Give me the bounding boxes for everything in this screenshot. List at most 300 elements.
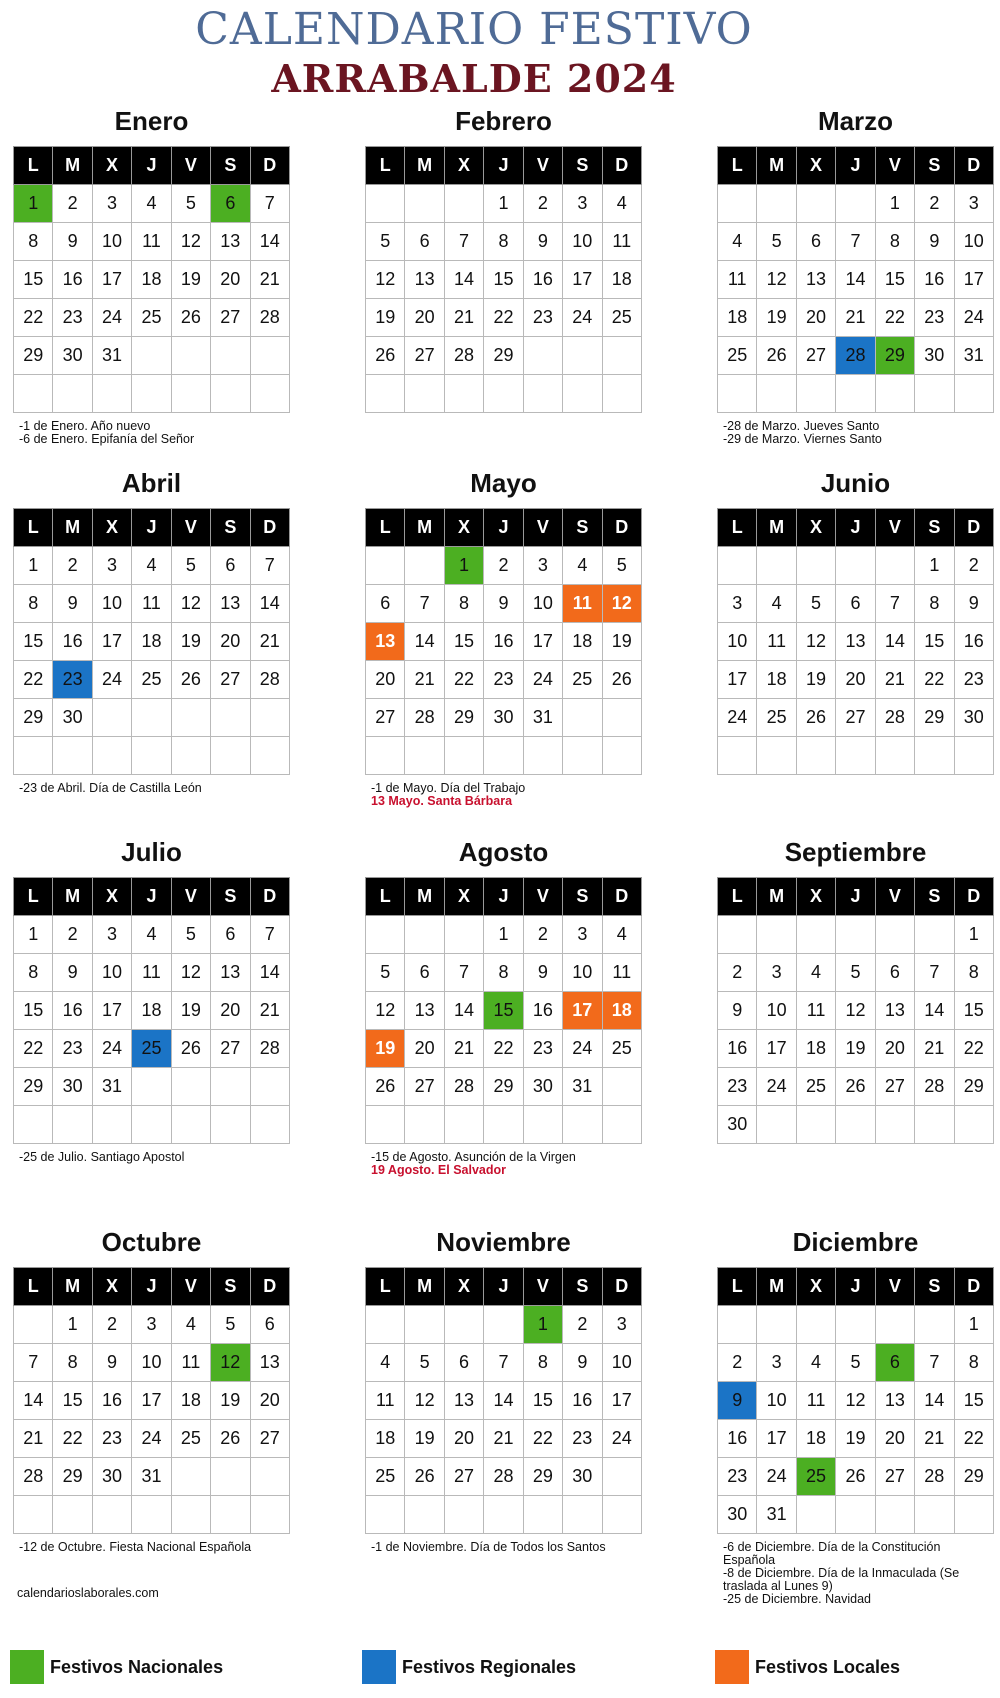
empty-day-cell <box>366 375 405 413</box>
day-cell: 16 <box>954 623 993 661</box>
month-table <box>717 1267 994 1534</box>
week-row <box>14 699 290 737</box>
day-cell: 23 <box>915 299 954 337</box>
day-cell: 2 <box>718 954 757 992</box>
day-cell: 3 <box>92 185 131 223</box>
day-cell: 26 <box>171 661 210 699</box>
month-septiembre <box>717 835 994 1151</box>
day-cell: 8 <box>14 954 53 992</box>
day-cell: 26 <box>757 337 796 375</box>
month-noviembre <box>365 1225 642 1554</box>
empty-day-cell <box>250 699 289 737</box>
day-cell: 1 <box>484 185 523 223</box>
holiday-notes <box>365 1151 642 1177</box>
day-cell: 23 <box>523 1030 562 1068</box>
empty-day-cell <box>211 699 250 737</box>
week-row <box>366 1030 642 1068</box>
day-cell: 20 <box>796 299 835 337</box>
week-row <box>366 1106 642 1144</box>
week-row <box>366 1496 642 1534</box>
empty-day-cell <box>602 337 641 375</box>
day-cell: 24 <box>563 1030 602 1068</box>
weekday-header: D <box>954 878 993 916</box>
day-cell: 18 <box>602 261 641 299</box>
weekday-header-row <box>14 878 290 916</box>
empty-day-cell <box>53 1496 92 1534</box>
empty-day-cell <box>484 737 523 775</box>
weekday-header: S <box>211 1268 250 1306</box>
empty-day-cell <box>954 375 993 413</box>
holiday-note: -12 de Octubre. Fiesta Nacional Española <box>19 1540 252 1554</box>
day-cell-national-holiday: 1 <box>444 547 483 585</box>
week-row <box>718 185 994 223</box>
empty-day-cell <box>132 337 171 375</box>
day-cell: 5 <box>757 223 796 261</box>
day-cell: 19 <box>602 623 641 661</box>
day-cell: 1 <box>53 1306 92 1344</box>
day-cell: 11 <box>171 1344 210 1382</box>
day-cell: 8 <box>444 585 483 623</box>
day-cell: 2 <box>523 185 562 223</box>
empty-day-cell <box>796 1496 835 1534</box>
empty-day-cell <box>444 1496 483 1534</box>
week-row <box>366 337 642 375</box>
day-cell: 17 <box>132 1382 171 1420</box>
day-cell: 28 <box>915 1458 954 1496</box>
day-cell: 26 <box>211 1420 250 1458</box>
week-row <box>14 916 290 954</box>
holiday-note: -25 de Julio. Santiago Apostol <box>19 1150 185 1164</box>
weekday-header: S <box>915 509 954 547</box>
day-cell-regional-holiday: 25 <box>132 1030 171 1068</box>
day-cell: 28 <box>484 1458 523 1496</box>
day-cell: 22 <box>875 299 914 337</box>
day-cell: 28 <box>250 1030 289 1068</box>
weekday-header-row <box>718 147 994 185</box>
day-cell: 19 <box>171 992 210 1030</box>
day-cell: 16 <box>484 623 523 661</box>
local-holiday-note: 13 Mayo. Santa Bárbara <box>371 794 513 808</box>
weekday-header-row <box>14 509 290 547</box>
empty-day-cell <box>366 185 405 223</box>
day-cell: 22 <box>484 299 523 337</box>
day-cell: 12 <box>366 261 405 299</box>
month-table <box>13 1267 290 1534</box>
day-cell: 6 <box>444 1344 483 1382</box>
holiday-note: -1 de Mayo. Día del Trabajo <box>371 781 526 795</box>
day-cell: 29 <box>954 1458 993 1496</box>
day-cell: 3 <box>718 585 757 623</box>
month-name: Enero <box>114 106 189 136</box>
day-cell: 3 <box>92 547 131 585</box>
day-cell: 4 <box>602 185 641 223</box>
day-cell: 25 <box>602 1030 641 1068</box>
empty-day-cell <box>92 375 131 413</box>
day-cell: 27 <box>875 1458 914 1496</box>
day-cell: 24 <box>92 661 131 699</box>
empty-day-cell <box>405 1106 444 1144</box>
month-julio <box>13 835 290 1164</box>
day-cell: 24 <box>602 1420 641 1458</box>
day-cell: 5 <box>171 547 210 585</box>
empty-day-cell <box>875 1306 914 1344</box>
day-cell: 31 <box>92 1068 131 1106</box>
day-cell: 15 <box>523 1382 562 1420</box>
week-row <box>718 337 994 375</box>
day-cell: 7 <box>915 954 954 992</box>
weekday-header: L <box>718 509 757 547</box>
empty-day-cell <box>836 375 875 413</box>
day-cell: 12 <box>836 992 875 1030</box>
week-row <box>718 954 994 992</box>
day-cell: 9 <box>53 954 92 992</box>
day-cell: 2 <box>954 547 993 585</box>
empty-day-cell <box>14 737 53 775</box>
day-cell: 29 <box>523 1458 562 1496</box>
day-cell: 9 <box>954 585 993 623</box>
day-cell: 27 <box>405 1068 444 1106</box>
week-row <box>14 623 290 661</box>
day-cell: 7 <box>250 547 289 585</box>
holiday-notes <box>13 420 290 446</box>
day-cell: 26 <box>836 1068 875 1106</box>
empty-day-cell <box>405 185 444 223</box>
day-cell: 9 <box>563 1344 602 1382</box>
month-junio <box>717 466 994 782</box>
day-cell: 31 <box>563 1068 602 1106</box>
week-row <box>718 992 994 1030</box>
weekday-header: J <box>484 1268 523 1306</box>
empty-day-cell <box>796 1106 835 1144</box>
empty-day-cell <box>875 547 914 585</box>
empty-day-cell <box>875 1496 914 1534</box>
day-cell: 10 <box>563 223 602 261</box>
day-cell: 15 <box>484 261 523 299</box>
weekday-header: S <box>563 509 602 547</box>
day-cell: 13 <box>405 261 444 299</box>
month-table <box>13 146 290 413</box>
day-cell: 18 <box>563 623 602 661</box>
day-cell: 9 <box>484 585 523 623</box>
empty-day-cell <box>405 916 444 954</box>
empty-day-cell <box>836 185 875 223</box>
empty-day-cell <box>523 1106 562 1144</box>
day-cell: 18 <box>796 1420 835 1458</box>
empty-day-cell <box>171 737 210 775</box>
empty-day-cell <box>875 375 914 413</box>
day-cell: 10 <box>132 1344 171 1382</box>
week-row <box>366 261 642 299</box>
day-cell: 8 <box>14 585 53 623</box>
week-row <box>14 1496 290 1534</box>
day-cell: 18 <box>796 1030 835 1068</box>
month-name: Mayo <box>470 468 537 498</box>
day-cell-regional-holiday: 28 <box>836 337 875 375</box>
week-row <box>366 1382 642 1420</box>
holiday-note: -8 de Diciembre. Día de la Inmaculada (Se traslada al Lunes 9) <box>723 1566 960 1593</box>
day-cell: 14 <box>875 623 914 661</box>
week-row <box>718 547 994 585</box>
day-cell: 26 <box>171 299 210 337</box>
empty-day-cell <box>405 1306 444 1344</box>
day-cell: 14 <box>250 585 289 623</box>
empty-day-cell <box>484 375 523 413</box>
day-cell: 4 <box>132 547 171 585</box>
empty-day-cell <box>796 185 835 223</box>
empty-day-cell <box>366 1306 405 1344</box>
weekday-header: X <box>796 147 835 185</box>
day-cell: 19 <box>405 1420 444 1458</box>
day-cell: 10 <box>92 223 131 261</box>
empty-day-cell <box>954 1496 993 1534</box>
empty-day-cell <box>366 737 405 775</box>
month-abril <box>13 466 290 795</box>
weekday-header: M <box>757 147 796 185</box>
day-cell: 20 <box>211 623 250 661</box>
empty-day-cell <box>563 375 602 413</box>
day-cell: 8 <box>954 954 993 992</box>
week-row <box>718 261 994 299</box>
day-cell: 14 <box>405 623 444 661</box>
week-row <box>14 223 290 261</box>
holiday-note: -29 de Marzo. Viernes Santo <box>723 432 882 446</box>
day-cell: 21 <box>915 1030 954 1068</box>
day-cell: 26 <box>796 699 835 737</box>
weekday-header: J <box>132 147 171 185</box>
day-cell: 4 <box>796 1344 835 1382</box>
weekday-header: V <box>171 1268 210 1306</box>
empty-day-cell <box>250 1106 289 1144</box>
weekday-header: X <box>444 147 483 185</box>
day-cell-local-holiday: 13 <box>366 623 405 661</box>
day-cell-national-holiday: 1 <box>523 1306 562 1344</box>
holiday-note: -25 de Diciembre. Navidad <box>723 1592 871 1606</box>
month-name: Junio <box>820 468 891 498</box>
empty-day-cell <box>915 916 954 954</box>
weekday-header: V <box>171 509 210 547</box>
day-cell: 12 <box>171 223 210 261</box>
weekday-header: J <box>836 509 875 547</box>
day-cell: 20 <box>211 992 250 1030</box>
day-cell: 24 <box>954 299 993 337</box>
day-cell: 6 <box>875 954 914 992</box>
day-cell: 7 <box>250 916 289 954</box>
week-row <box>14 585 290 623</box>
day-cell: 3 <box>92 916 131 954</box>
day-cell: 30 <box>563 1458 602 1496</box>
day-cell: 16 <box>523 261 562 299</box>
day-cell: 6 <box>366 585 405 623</box>
week-row <box>14 1382 290 1420</box>
weekday-header: V <box>171 878 210 916</box>
day-cell: 9 <box>53 585 92 623</box>
day-cell: 14 <box>250 954 289 992</box>
day-cell: 14 <box>444 992 483 1030</box>
day-cell: 27 <box>444 1458 483 1496</box>
day-cell: 25 <box>718 337 757 375</box>
day-cell: 23 <box>563 1420 602 1458</box>
day-cell: 12 <box>171 954 210 992</box>
month-table <box>717 877 994 1144</box>
day-cell: 18 <box>718 299 757 337</box>
day-cell: 16 <box>718 1420 757 1458</box>
day-cell: 19 <box>171 623 210 661</box>
day-cell: 14 <box>484 1382 523 1420</box>
day-cell: 21 <box>915 1420 954 1458</box>
month-table <box>13 877 290 1144</box>
empty-day-cell <box>132 1068 171 1106</box>
day-cell: 3 <box>563 916 602 954</box>
day-cell: 10 <box>757 992 796 1030</box>
empty-day-cell <box>915 1106 954 1144</box>
day-cell: 1 <box>954 1306 993 1344</box>
day-cell: 26 <box>171 1030 210 1068</box>
weekday-header: V <box>875 878 914 916</box>
month-table <box>717 508 994 775</box>
week-row <box>718 916 994 954</box>
day-cell: 2 <box>718 1344 757 1382</box>
day-cell: 30 <box>954 699 993 737</box>
day-cell: 27 <box>211 661 250 699</box>
weekday-header: X <box>92 147 131 185</box>
day-cell: 29 <box>14 699 53 737</box>
day-cell: 19 <box>796 661 835 699</box>
month-marzo <box>717 104 994 446</box>
empty-day-cell <box>602 1068 641 1106</box>
week-row <box>718 737 994 775</box>
weekday-header: D <box>250 1268 289 1306</box>
day-cell: 8 <box>523 1344 562 1382</box>
week-row <box>718 299 994 337</box>
weekday-header: D <box>602 1268 641 1306</box>
day-cell: 4 <box>171 1306 210 1344</box>
day-cell: 17 <box>602 1382 641 1420</box>
weekday-header: J <box>836 878 875 916</box>
weekday-header: X <box>796 509 835 547</box>
empty-day-cell <box>171 1106 210 1144</box>
day-cell: 17 <box>523 623 562 661</box>
weekday-header: V <box>523 1268 562 1306</box>
legend-swatch-regional <box>362 1650 396 1684</box>
day-cell: 11 <box>796 992 835 1030</box>
day-cell: 3 <box>954 185 993 223</box>
day-cell: 22 <box>14 661 53 699</box>
month-name: Febrero <box>455 106 552 136</box>
weekday-header: M <box>53 509 92 547</box>
day-cell: 30 <box>53 337 92 375</box>
day-cell: 14 <box>14 1382 53 1420</box>
empty-day-cell <box>250 1068 289 1106</box>
day-cell: 16 <box>563 1382 602 1420</box>
local-holiday-note: 19 Agosto. El Salvador <box>371 1163 506 1177</box>
day-cell: 17 <box>92 623 131 661</box>
empty-day-cell <box>602 1106 641 1144</box>
empty-day-cell <box>366 1106 405 1144</box>
day-cell: 25 <box>132 661 171 699</box>
day-cell: 6 <box>796 223 835 261</box>
holiday-note: -28 de Marzo. Jueves Santo <box>723 419 880 433</box>
day-cell: 13 <box>444 1382 483 1420</box>
month-name: Marzo <box>817 106 894 136</box>
month-name: Abril <box>121 468 182 498</box>
empty-day-cell <box>836 1496 875 1534</box>
day-cell: 29 <box>14 337 53 375</box>
day-cell: 1 <box>484 916 523 954</box>
weekday-header: D <box>250 147 289 185</box>
weekday-header: L <box>366 878 405 916</box>
day-cell: 13 <box>875 992 914 1030</box>
empty-day-cell <box>211 337 250 375</box>
day-cell: 7 <box>14 1344 53 1382</box>
day-cell: 4 <box>366 1344 405 1382</box>
day-cell: 16 <box>53 623 92 661</box>
day-cell: 21 <box>836 299 875 337</box>
empty-day-cell <box>718 185 757 223</box>
day-cell: 4 <box>563 547 602 585</box>
day-cell: 30 <box>484 699 523 737</box>
weekday-header: M <box>405 878 444 916</box>
day-cell: 30 <box>718 1106 757 1144</box>
holiday-notes <box>13 1151 290 1164</box>
day-cell: 27 <box>250 1420 289 1458</box>
weekday-header: S <box>915 147 954 185</box>
day-cell: 24 <box>523 661 562 699</box>
day-cell-local-holiday: 18 <box>602 992 641 1030</box>
weekday-header: J <box>132 878 171 916</box>
day-cell-national-holiday: 1 <box>14 185 53 223</box>
empty-day-cell <box>757 737 796 775</box>
day-cell: 8 <box>484 223 523 261</box>
day-cell: 18 <box>171 1382 210 1420</box>
day-cell: 14 <box>250 223 289 261</box>
weekday-header: D <box>954 1268 993 1306</box>
day-cell: 8 <box>484 954 523 992</box>
day-cell: 10 <box>718 623 757 661</box>
day-cell: 10 <box>92 954 131 992</box>
week-row <box>366 992 642 1030</box>
month-name: Agosto <box>458 837 549 867</box>
day-cell: 25 <box>602 299 641 337</box>
empty-day-cell <box>171 1458 210 1496</box>
week-row <box>366 585 642 623</box>
day-cell: 30 <box>915 337 954 375</box>
day-cell: 2 <box>92 1306 131 1344</box>
empty-day-cell <box>211 1068 250 1106</box>
empty-day-cell <box>602 737 641 775</box>
empty-day-cell <box>602 1496 641 1534</box>
day-cell: 4 <box>132 185 171 223</box>
day-cell: 29 <box>53 1458 92 1496</box>
day-cell-national-holiday: 6 <box>211 185 250 223</box>
month-table <box>365 877 642 1144</box>
day-cell: 20 <box>250 1382 289 1420</box>
month-table <box>13 508 290 775</box>
empty-day-cell <box>602 375 641 413</box>
day-cell: 16 <box>718 1030 757 1068</box>
day-cell: 16 <box>92 1382 131 1420</box>
day-cell: 15 <box>53 1382 92 1420</box>
holiday-note: -23 de Abril. Día de Castilla León <box>19 781 202 795</box>
day-cell-national-holiday: 15 <box>484 992 523 1030</box>
day-cell-regional-holiday: 23 <box>53 661 92 699</box>
day-cell: 21 <box>444 1030 483 1068</box>
empty-day-cell <box>757 375 796 413</box>
day-cell: 23 <box>53 299 92 337</box>
day-cell: 19 <box>211 1382 250 1420</box>
day-cell: 24 <box>92 299 131 337</box>
day-cell: 22 <box>14 299 53 337</box>
day-cell: 11 <box>132 585 171 623</box>
